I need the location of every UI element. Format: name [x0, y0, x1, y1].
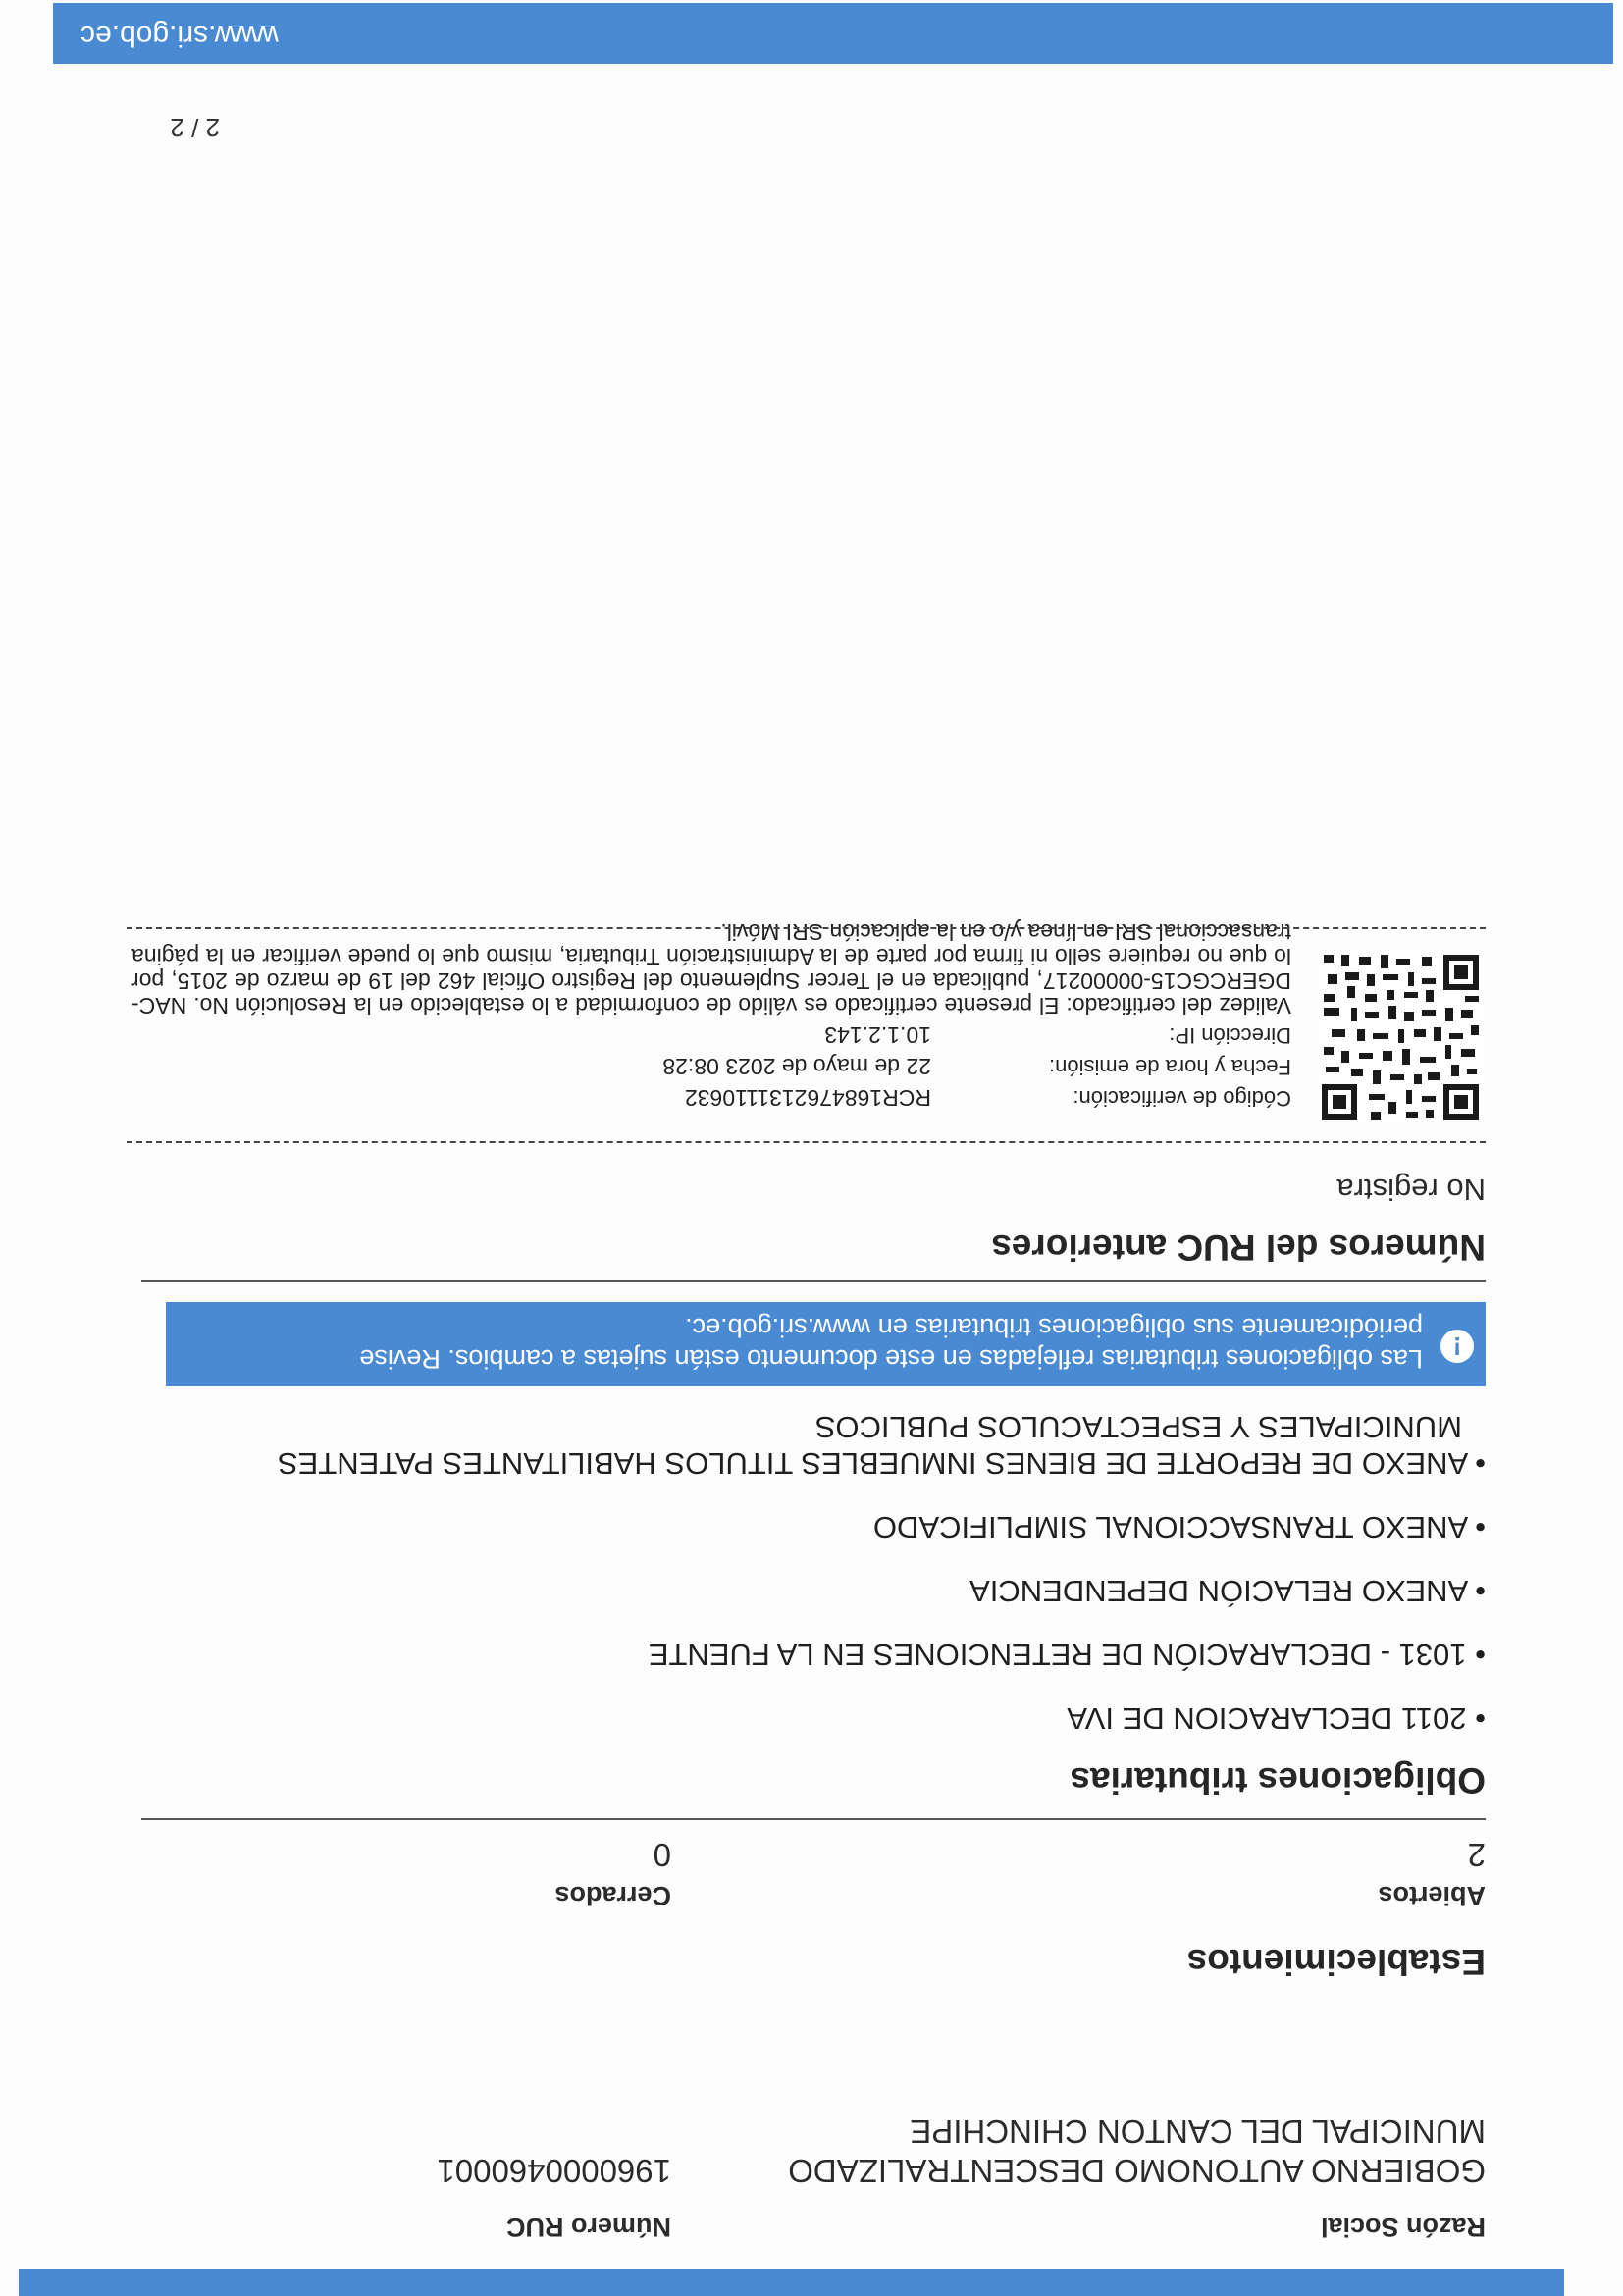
- razon-social-label: Razón Social: [1320, 2213, 1486, 2242]
- footer-website: www.sri.gob.ec: [80, 20, 279, 52]
- fecha-emision-label: Fecha y hora de emisión:: [1048, 1055, 1291, 1079]
- cerrados-value: 0: [653, 1837, 671, 1873]
- codigo-verificacion-value: RCR1684762131110632: [684, 1085, 931, 1111]
- list-item: • 2011 DECLARACION DE IVA: [131, 1700, 1486, 1737]
- ruc-anteriores-value: No registra: [1336, 1173, 1486, 1207]
- info-icon: !: [1440, 1330, 1474, 1363]
- section-divider: [141, 1280, 1486, 1282]
- section-divider: [141, 1818, 1486, 1820]
- validez-certificado-text: Validez del certificado: El presente certificado es válido de conformidad a lo establecido en la Resolución No. NAC-DGERCGC15-00000217, publicada en el Tercer Suplemento del Registro Oficial 462 del 19 de marzo de 2015, por lo que no requiere sello ni firma por parte de la Administración Tributaria, mismo que lo puede verificar en la página transaccional SRI en línea y/o en la aplicación SRI Móvil.: [131, 919, 1291, 1018]
- obligaciones-title: Obligaciones tributarias: [1070, 1760, 1486, 1800]
- obligaciones-notice: [166, 1302, 1486, 1386]
- direccion-ip-label: Dirección IP:: [1169, 1023, 1291, 1048]
- list-item: • ANEXO TRANSACCIONAL SIMPLIFICADO: [131, 1509, 1486, 1545]
- razon-social-value: GOBIERNO AUTONOMO DESCENTRALIZADO MUNICIPAL DEL CANTON CHINCHIPE: [788, 2113, 1486, 2189]
- list-item: • ANEXO DE REPORTE DE BIENES INMUEBLES TITULOS HABILITANTES PATENTES MUNICIPALES Y ESPECTACULOS PUBLICOS: [131, 1409, 1486, 1482]
- cut-line-top: [127, 1141, 1486, 1143]
- codigo-verificacion-label: Código de verificación:: [1073, 1086, 1291, 1111]
- cerrados-label: Cerrados: [554, 1881, 671, 1910]
- obligaciones-list: [131, 1382, 1486, 1737]
- establecimientos-title: Establecimientos: [1186, 1942, 1486, 1982]
- list-item: • 1031 - DECLARACIÓN DE RETENCIONES EN LA FUENTE: [131, 1637, 1486, 1673]
- cut-line-bottom: [127, 927, 1486, 929]
- footer-band: [53, 3, 1613, 64]
- page-number: 2 / 2: [170, 113, 220, 142]
- direccion-ip-value: 10.1.2.143: [824, 1022, 931, 1048]
- abiertos-label: Abiertos: [1378, 1881, 1486, 1910]
- abiertos-value: 2: [1467, 1837, 1486, 1873]
- ruc-anteriores-title: Números del RUC anteriores: [991, 1227, 1486, 1268]
- list-item: • ANEXO RELACIÓN DEPENDENCIA: [131, 1573, 1486, 1609]
- qr-code-icon: [1318, 951, 1483, 1123]
- numero-ruc-value: 1960000460001: [437, 2153, 671, 2189]
- notice-text: Las obligaciones tributarias reflejadas en este documento están sujetas a cambios. Revise periódicamente sus obligaciones tributarias en www.sri.gob.ec.: [359, 1313, 1423, 1374]
- header-band: [19, 2269, 1564, 2296]
- fecha-emision-value: 22 de mayo de 2023 08:28: [662, 1054, 931, 1079]
- numero-ruc-label: Número RUC: [505, 2213, 671, 2242]
